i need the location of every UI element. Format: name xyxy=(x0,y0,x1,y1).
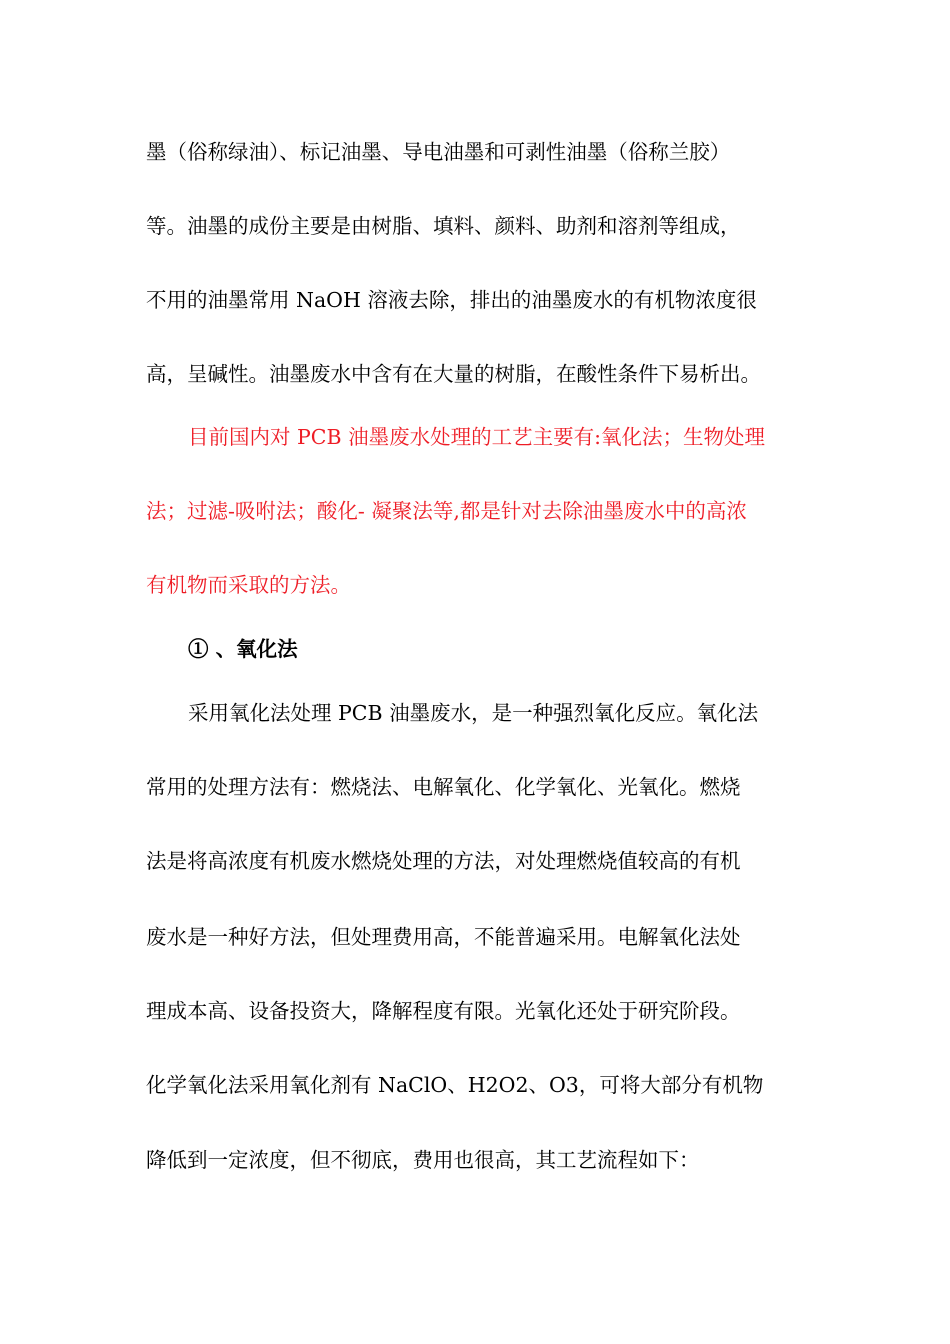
paragraph-2-line-3: 有机物而采取的方法。 xyxy=(146,573,351,597)
paragraph-3-line-3: 法是将高浓度有机废水燃烧处理的方法，对处理燃烧值较高的有机 xyxy=(146,849,741,873)
paragraph-2-line-1: 目前国内对 PCB 油墨废水处理的工艺主要有:氧化法；生物处理 xyxy=(188,425,765,449)
paragraph-3-line-5: 理成本高、设备投资大，降解程度有限。光氧化还处于研究阶段。 xyxy=(146,999,741,1023)
section-heading: ① 、氧化法 xyxy=(188,637,298,661)
paragraph-3-line-1: 采用氧化法处理 PCB 油墨废水，是一种强烈氧化反应。氧化法 xyxy=(188,701,759,725)
paragraph-3-line-7: 降低到一定浓度，但不彻底，费用也很高，其工艺流程如下： xyxy=(146,1148,700,1172)
paragraph-3-line-4: 废水是一种好方法，但处理费用高，不能普遍采用。电解氧化法处 xyxy=(146,925,741,949)
paragraph-2-line-2: 法；过滤-吸咐法；酸化- 凝聚法等,都是针对去除油墨废水中的高浓 xyxy=(146,499,747,523)
paragraph-1-line-4: 高，呈碱性。油墨废水中含有在大量的树脂，在酸性条件下易析出。 xyxy=(146,362,761,386)
paragraph-1-line-3: 不用的油墨常用 NaOH 溶液去除，排出的油墨废水的有机物浓度很 xyxy=(146,288,757,312)
paragraph-1-line-1: 墨（俗称绿油）、标记油墨、导电油墨和可剥性油墨（俗称兰胶） xyxy=(146,140,731,164)
paragraph-3-line-6: 化学氧化法采用氧化剂有 NaClO、H2O2、O3，可将大部分有机物 xyxy=(146,1073,764,1097)
paragraph-3-line-2: 常用的处理方法有：燃烧法、电解氧化、化学氧化、光氧化。燃烧 xyxy=(146,775,741,799)
paragraph-1-line-2: 等。油墨的成份主要是由树脂、填料、颜料、助剂和溶剂等组成， xyxy=(146,214,741,238)
